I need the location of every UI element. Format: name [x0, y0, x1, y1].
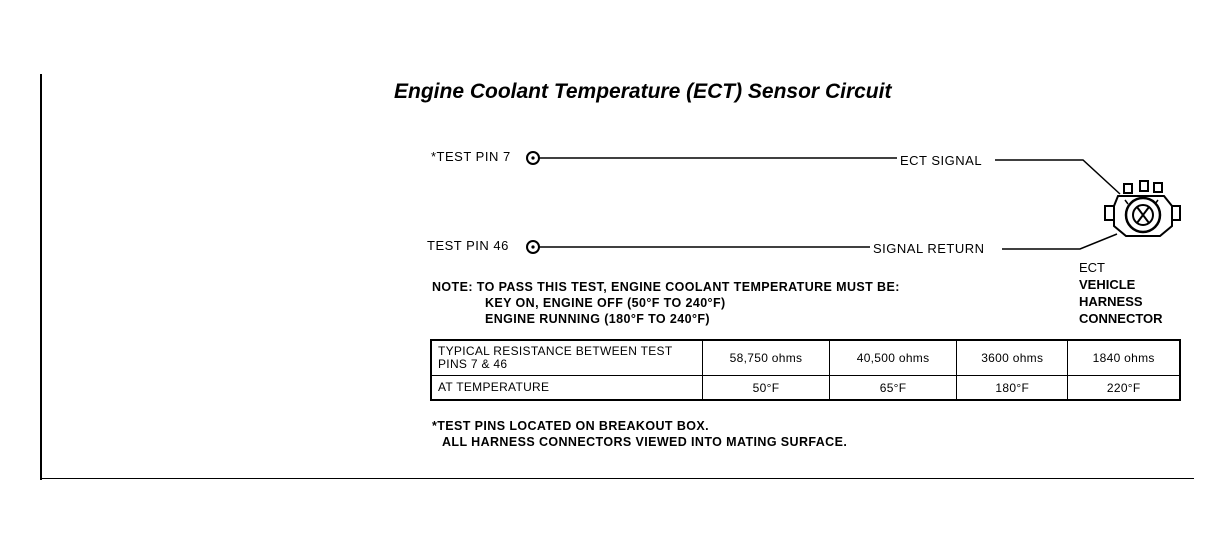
footnote: [432, 418, 847, 450]
note-line-2: KEY ON, ENGINE OFF (50°F TO 240°F): [485, 296, 726, 310]
ect-connector-icon: [1105, 181, 1180, 236]
note-line-1: NOTE: TO PASS THIS TEST, ENGINE COOLANT TEMPERATURE MUST BE:: [432, 280, 900, 294]
footnote-line-2: ALL HARNESS CONNECTORS VIEWED INTO MATING SURFACE.: [442, 435, 848, 449]
test-pin-7-terminal: [527, 152, 539, 164]
test-pin-7-label: *TEST PIN 7: [431, 149, 511, 164]
connector-label-line2: VEHICLE: [1079, 277, 1136, 292]
resistance-cell: 58,750 ohms: [703, 340, 830, 376]
resistance-header-cell: TYPICAL RESISTANCE BETWEEN TEST PINS 7 & 46: [431, 340, 703, 376]
connector-label: [1079, 259, 1163, 327]
temperature-cell: 65°F: [830, 376, 957, 401]
signal-return-label: SIGNAL RETURN: [873, 241, 985, 256]
connector-label-line3: HARNESS: [1079, 294, 1143, 309]
resistance-cell: 1840 ohms: [1068, 340, 1180, 376]
connector-label-line4: CONNECTOR: [1079, 311, 1163, 326]
table-row: [431, 376, 1180, 401]
diagram-title: Engine Coolant Temperature (ECT) Sensor Circuit: [394, 80, 892, 103]
temperature-cell: 50°F: [703, 376, 830, 401]
temperature-header-cell: AT TEMPERATURE: [431, 376, 703, 401]
test-pin-46-label: TEST PIN 46: [427, 238, 509, 253]
temperature-cell: 220°F: [1068, 376, 1180, 401]
resistance-cell: 40,500 ohms: [830, 340, 957, 376]
test-pin-46-terminal: [527, 241, 539, 253]
note-line-3: ENGINE RUNNING (180°F TO 240°F): [485, 312, 710, 326]
ect-signal-wire: [539, 158, 1120, 194]
footnote-line-1: *TEST PINS LOCATED ON BREAKOUT BOX.: [432, 419, 709, 433]
connector-label-line1: ECT: [1079, 260, 1105, 275]
resistance-table: [430, 339, 1181, 401]
resistance-cell: 3600 ohms: [957, 340, 1068, 376]
ect-signal-label: ECT SIGNAL: [900, 153, 983, 168]
temperature-cell: 180°F: [957, 376, 1068, 401]
signal-return-wire: [539, 234, 1117, 249]
table-row: [431, 340, 1180, 376]
